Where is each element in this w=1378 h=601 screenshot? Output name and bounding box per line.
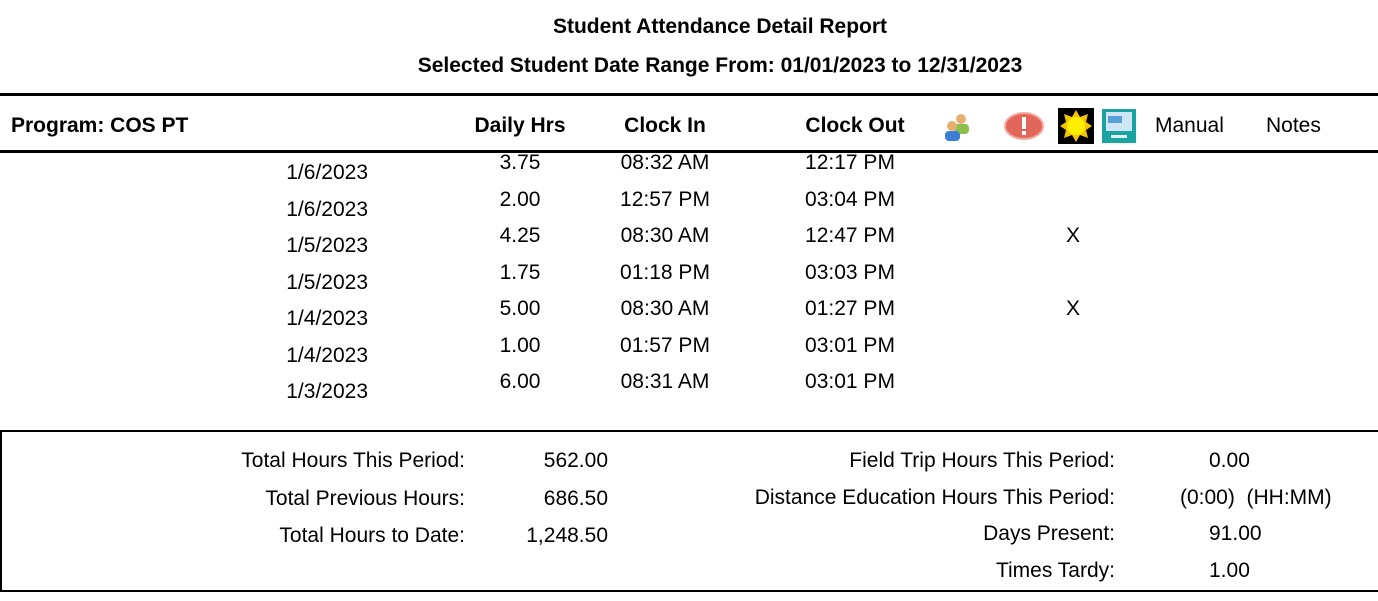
row-clock-in: 12:57 PM: [620, 187, 710, 211]
computer-icon: [1101, 108, 1137, 144]
sun-icon: [1058, 108, 1094, 144]
notes-header: Notes: [1266, 114, 1321, 137]
alert-icon: [1003, 110, 1045, 142]
row-daily-hrs: 6.00: [499, 370, 541, 393]
row-date: 1/4/2023: [286, 343, 368, 367]
divider: [0, 93, 1378, 96]
program-label: Program: COS PT: [11, 114, 189, 137]
row-daily-hrs: 5.00: [499, 297, 541, 320]
row-date: 1/5/2023: [286, 270, 368, 294]
row-clock-out: 12:47 PM: [805, 224, 895, 247]
row-clock-in: 01:57 PM: [620, 333, 710, 357]
row-date: 1/6/2023: [286, 161, 368, 184]
summary-value: 91.00: [1209, 522, 1262, 545]
report-title: Student Attendance Detail Report: [552, 15, 888, 38]
row-date: 1/5/2023: [286, 234, 368, 257]
daily-hrs-header: Daily Hrs: [474, 114, 566, 137]
row-clock-in: 01:18 PM: [620, 260, 710, 284]
clock-out-header: Clock Out: [805, 114, 905, 137]
people-icon: [942, 110, 972, 142]
row-date: 1/6/2023: [286, 197, 368, 221]
summary-label: Total Previous Hours:: [265, 486, 465, 510]
row-clock-out: 03:01 PM: [805, 370, 895, 393]
row-daily-hrs: 3.75: [499, 151, 541, 174]
row-clock-in: 08:31 AM: [620, 370, 710, 393]
row-daily-hrs: 2.00: [499, 187, 541, 211]
summary-value: 686.50: [543, 486, 608, 510]
summary-value: 1.00: [1209, 558, 1250, 582]
summary-value: (0:00) (HH:MM): [1180, 485, 1332, 509]
row-sun-mark: X: [1065, 297, 1080, 320]
summary-value: 1,248.50: [526, 524, 608, 547]
row-daily-hrs: 4.25: [499, 224, 541, 247]
row-daily-hrs: 1.00: [499, 333, 541, 357]
row-clock-out: 01:27 PM: [805, 297, 895, 320]
row-clock-in: 08:32 AM: [620, 151, 710, 174]
summary-label: Distance Education Hours This Period:: [754, 485, 1115, 509]
report-subtitle: Selected Student Date Range From: 01/01/2023 to 12/31/2023: [417, 54, 1023, 77]
row-date: 1/3/2023: [286, 380, 368, 403]
summary-label: Total Hours to Date:: [279, 524, 465, 547]
row-date: 1/4/2023: [286, 307, 368, 330]
summary-label: Days Present:: [983, 522, 1115, 545]
summary-label: Total Hours This Period:: [241, 449, 465, 472]
row-clock-in: 08:30 AM: [620, 224, 710, 247]
manual-header: Manual: [1155, 114, 1224, 137]
summary-label: Times Tardy:: [995, 558, 1115, 582]
row-clock-out: 12:17 PM: [805, 151, 895, 174]
row-sun-mark: X: [1065, 224, 1080, 247]
summary-label: Field Trip Hours This Period:: [849, 449, 1115, 472]
summary-value: 0.00: [1209, 449, 1250, 472]
row-clock-in: 08:30 AM: [620, 297, 710, 320]
summary-value: 562.00: [543, 449, 608, 472]
row-clock-out: 03:04 PM: [805, 187, 895, 211]
clock-in-header: Clock In: [624, 114, 706, 137]
row-clock-out: 03:01 PM: [805, 333, 895, 357]
row-clock-out: 03:03 PM: [805, 260, 895, 284]
row-daily-hrs: 1.75: [499, 260, 541, 284]
